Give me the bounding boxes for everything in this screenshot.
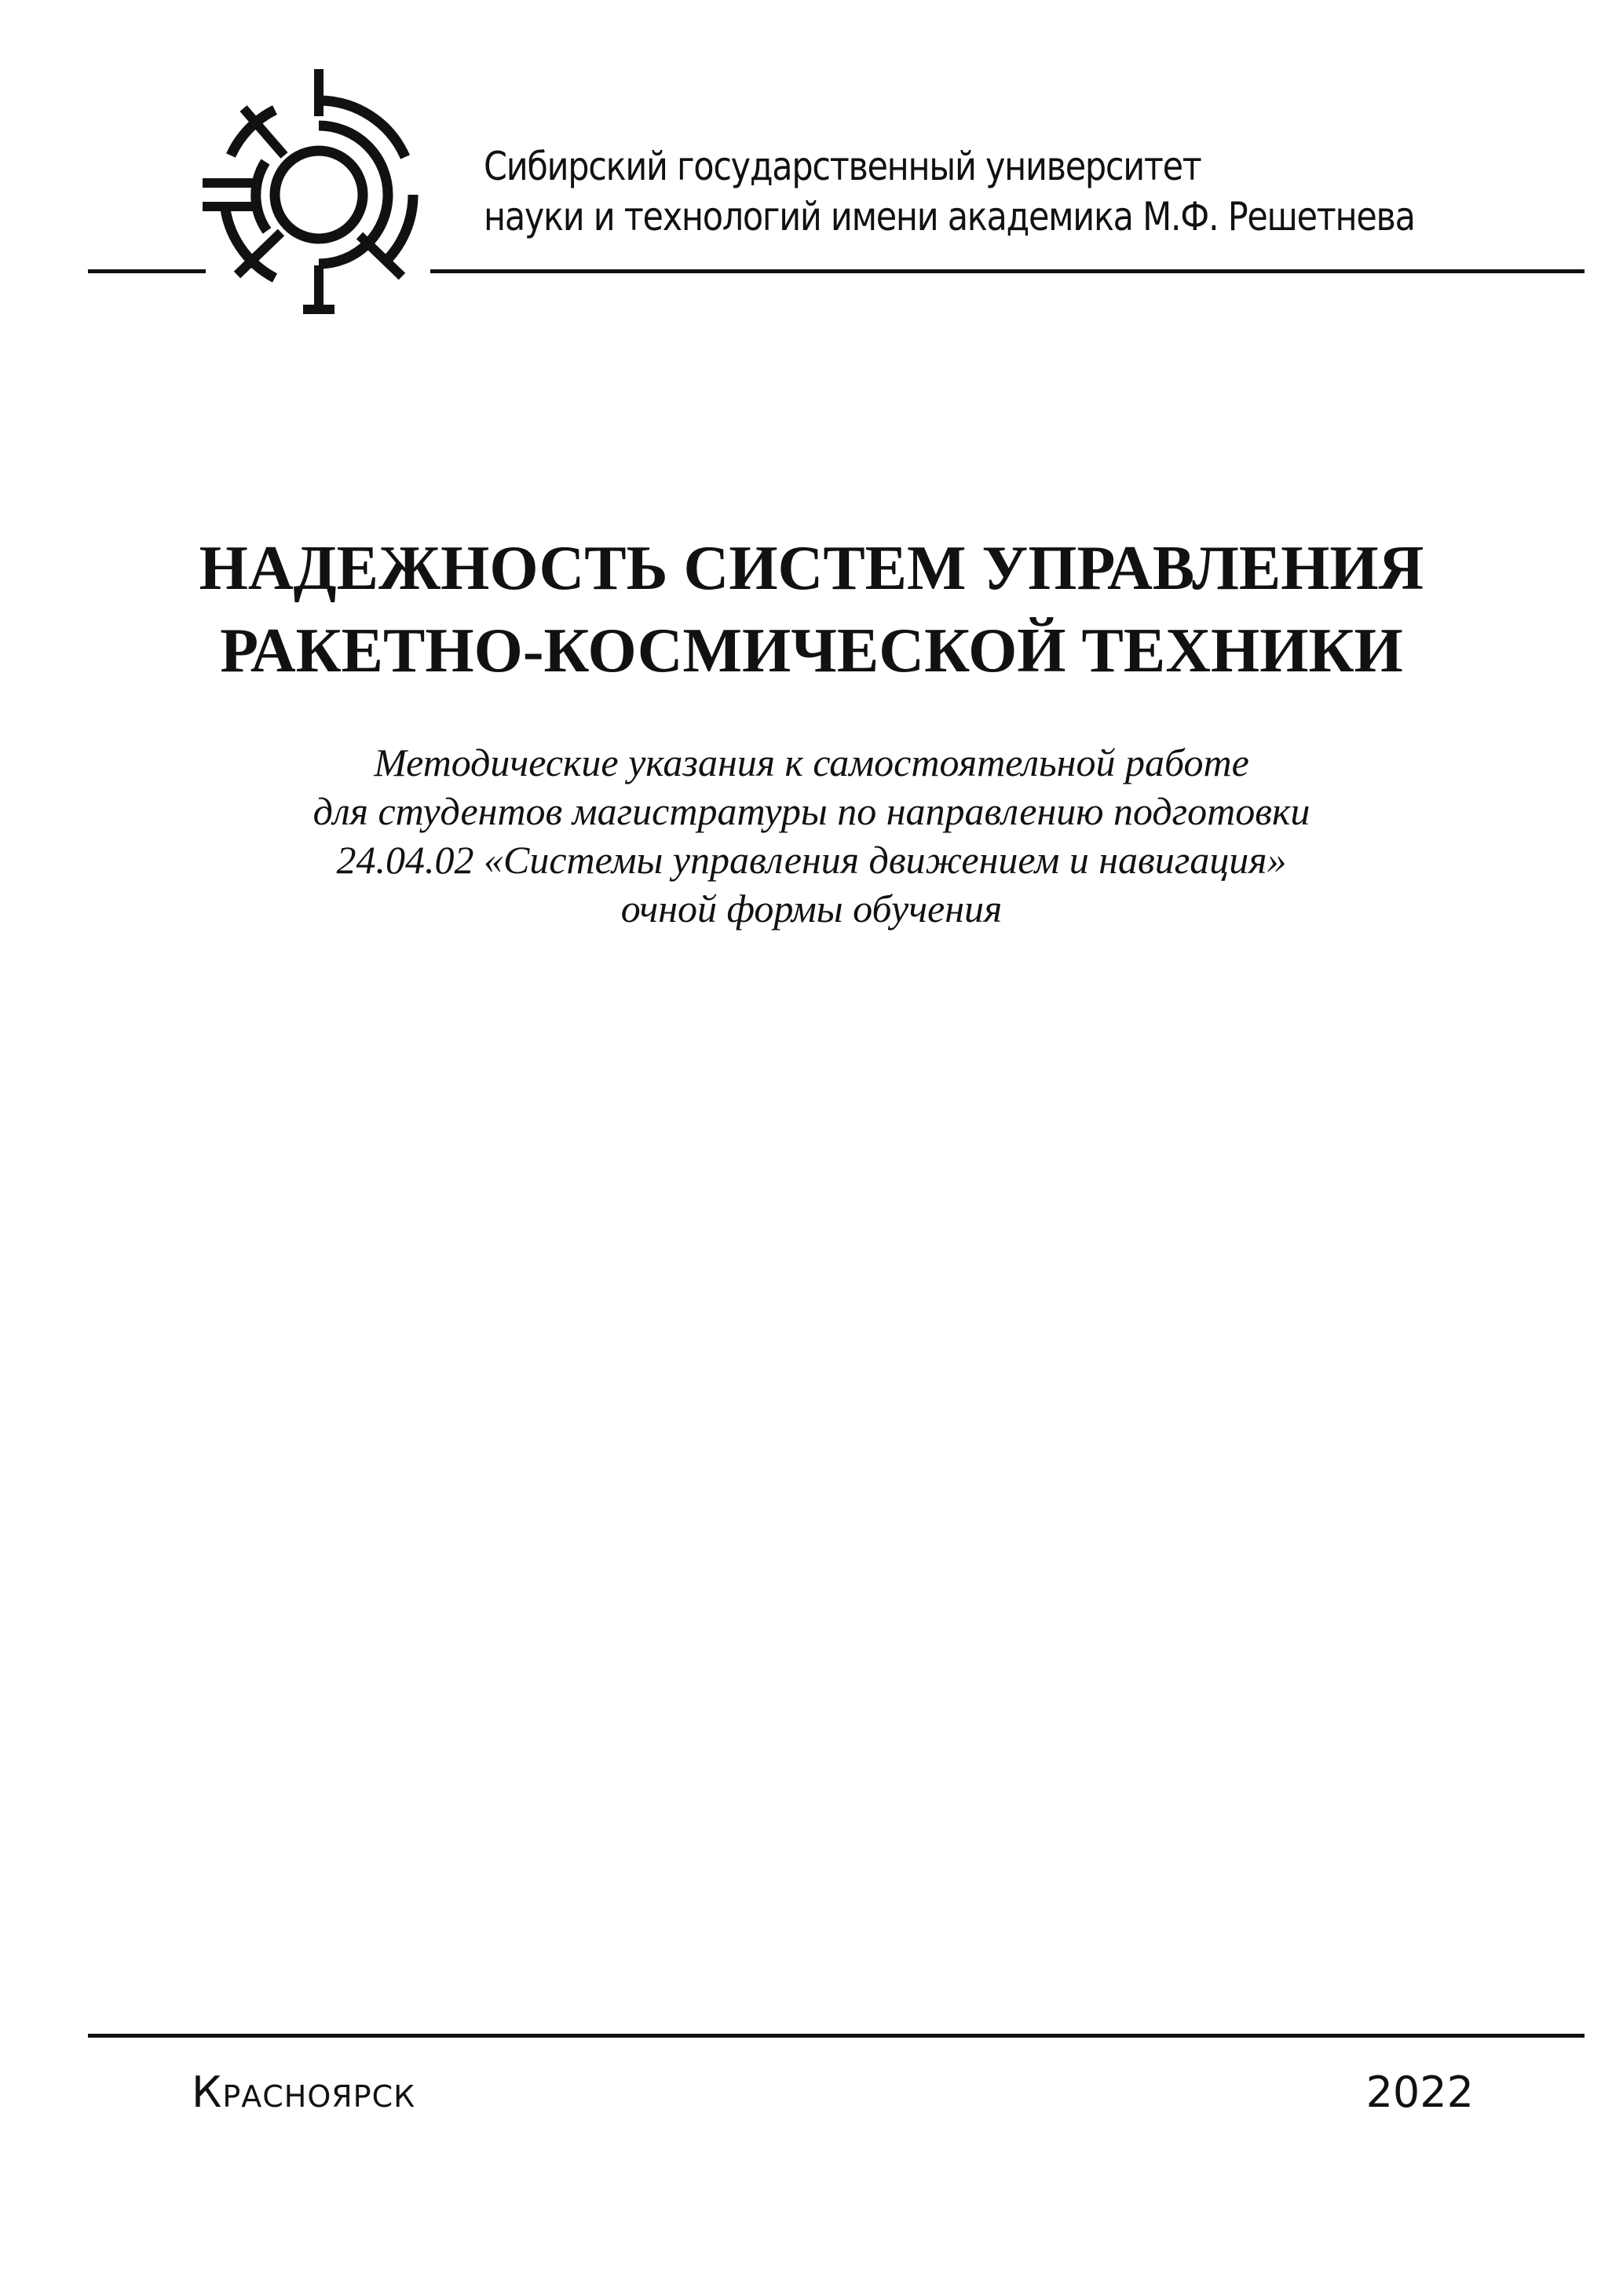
university-emblem-icon xyxy=(196,69,432,320)
footer-rule xyxy=(88,2034,1585,2038)
document-subtitle xyxy=(0,738,1623,933)
document-title-line-1: НАДЕЖНОСТЬ СИСТЕМ УПРАВЛЕНИЯ xyxy=(199,534,1424,603)
header-rule-left xyxy=(88,269,206,273)
document-subtitle-line-3: 24.04.02 «Системы управления движением и навигация» xyxy=(336,838,1287,882)
footer-city: Красноярск xyxy=(192,2067,416,2117)
university-name xyxy=(484,141,1429,242)
document-subtitle-line-4: очной формы обучения xyxy=(620,887,1003,930)
header-rule-right xyxy=(430,269,1585,273)
document-title-line-2: РАКЕТНО-КОСМИЧЕСКОЙ ТЕХНИКИ xyxy=(220,616,1403,686)
footer-year: 2022 xyxy=(1365,2067,1474,2117)
university-name-line-1: Сибирский государственный университет xyxy=(484,144,1201,189)
document-subtitle-line-2: для студентов магистратуры по направлению подготовки xyxy=(313,789,1310,833)
document-title xyxy=(0,528,1623,693)
document-subtitle-line-1: Методические указания к самостоятельной работе xyxy=(374,740,1249,784)
university-name-line-2: науки и технологий имени академика М.Ф. Решетнева xyxy=(484,194,1415,239)
